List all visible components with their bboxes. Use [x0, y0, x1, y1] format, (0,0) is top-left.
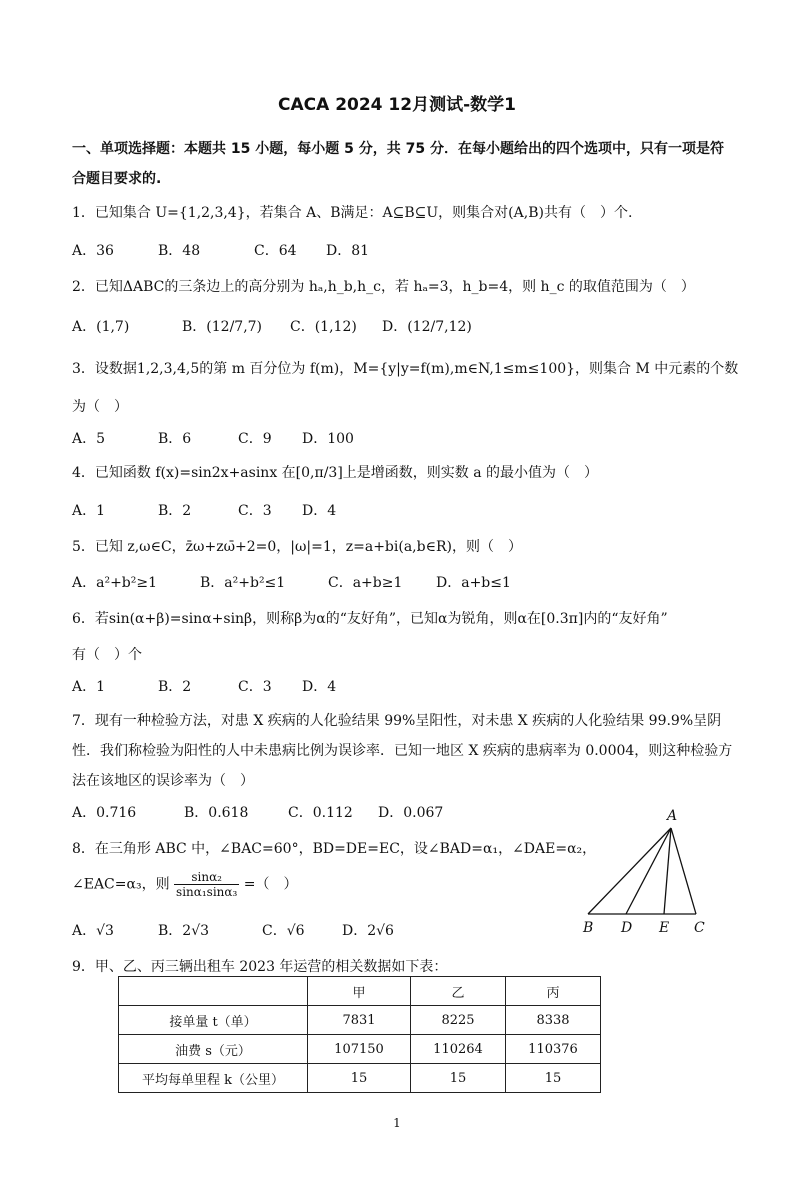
label-a: A — [667, 808, 678, 824]
section-heading-line1: 一、单项选择题：本题共 15 小题，每小题 5 分，共 75 分．在每小题给出的四个选项中，只有一项是符 — [72, 141, 724, 157]
table-cell: 平均每单里程 k（公里） — [119, 1064, 308, 1093]
edge-ad — [626, 828, 671, 914]
edge-ab — [588, 828, 671, 914]
table-row — [119, 1035, 601, 1064]
q7-text-line1: 7．现有一种检验方法，对患 X 疾病的人化验结果 99%呈阳性，对未患 X 疾病的人化验结果 99.9%呈阴 — [72, 713, 722, 729]
q8-options — [72, 920, 394, 940]
table-cell: 接单量 t（单） — [119, 1006, 308, 1035]
q8-text-line1: 8．在三角形 ABC 中，∠BAC=60°，BD=DE=EC，设∠BAD=α₁，∠DAE=α₂， — [72, 841, 597, 857]
q5-options — [72, 572, 511, 592]
q8-text-line2 — [72, 870, 298, 899]
triangle-figure — [578, 806, 718, 938]
q1-option-b: B．48 — [158, 243, 201, 259]
q8-option-b: B．2√3 — [158, 923, 210, 939]
table-header-cell: 甲 — [308, 977, 411, 1006]
q1-option-d: D．81 — [326, 243, 370, 259]
q8-fraction-numerator: sinα₂ — [174, 870, 239, 885]
q2-option-c: C．(1,12) — [290, 319, 357, 335]
table-cell: 15 — [308, 1064, 411, 1093]
q7-option-c: C．0.112 — [288, 805, 353, 821]
table-cell: 110376 — [506, 1035, 601, 1064]
q2-text: 2．已知ΔABC的三条边上的高分别为 hₐ,h_b,h_c，若 hₐ=3，h_b=4，则 h_c 的取值范围为（ ） — [72, 279, 695, 295]
table-cell: 8338 — [506, 1006, 601, 1035]
q1-options — [72, 240, 369, 260]
q3-text-line1: 3．设数据1,2,3,4,5的第 m 百分位为 f(m)，M={y|y=f(m),m∈N,1≤m≤100}，则集合 M 中元素的个数 — [72, 361, 739, 377]
q8-option-c: C．√6 — [262, 923, 305, 939]
q6-text-line1: 6．若sin(α+β)=sinα+sinβ，则称β为α的“友好角”，已知α为锐角，则α在[0.3π]内的“友好角” — [72, 611, 668, 627]
table-cell: 107150 — [308, 1035, 411, 1064]
q6-option-d: D．4 — [302, 679, 337, 695]
table-row — [119, 1064, 601, 1093]
q2-options — [72, 316, 472, 336]
label-e: E — [659, 920, 670, 936]
label-b: B — [583, 920, 594, 936]
q2-option-b: B．(12/7,7) — [182, 319, 263, 335]
q6-option-b: B．2 — [158, 679, 192, 695]
q7-text-line3: 法在该地区的误诊率为（ ） — [72, 773, 254, 789]
q3-option-a: A．5 — [72, 431, 106, 447]
table-cell: 7831 — [308, 1006, 411, 1035]
q4-options — [72, 500, 336, 520]
q6-options — [72, 676, 336, 696]
table-row — [119, 1006, 601, 1035]
taxi-data-table — [118, 976, 601, 1093]
q1-text: 1．已知集合 U={1,2,3,4}，若集合 A、B满足：A⊆B⊆U，则集合对(A,B)共有（ ）个. — [72, 205, 633, 221]
q7-option-b: B．0.618 — [184, 805, 249, 821]
edge-ae — [664, 828, 671, 914]
q6-text-line2: 有（ ）个 — [72, 647, 142, 663]
q2-option-a: A．(1,7) — [72, 319, 130, 335]
table-header-cell: 乙 — [411, 977, 506, 1006]
q4-option-d: D．4 — [302, 503, 337, 519]
q5-option-c: C．a+b≥1 — [328, 575, 403, 591]
q7-option-a: A．0.716 — [72, 805, 137, 821]
q5-option-b: B．a²+b²≤1 — [200, 575, 286, 591]
q3-option-b: B．6 — [158, 431, 192, 447]
q3-text-line2: 为（ ） — [72, 399, 128, 415]
q7-options — [72, 802, 443, 822]
q8-text-line2-start: ∠EAC=α₃，则 — [72, 876, 170, 893]
table-header-row — [119, 977, 601, 1006]
q9-text: 9．甲、乙、丙三辆出租车 2023 年运营的相关数据如下表： — [72, 959, 448, 975]
q8-fraction — [174, 870, 239, 899]
q5-option-a: A．a²+b²≥1 — [72, 575, 158, 591]
label-c: C — [694, 920, 705, 936]
page-title: CACA 2024 12月测试-数学1 — [278, 95, 516, 115]
q8-option-d: D．2√6 — [342, 923, 394, 939]
q3-option-c: C．9 — [238, 431, 272, 447]
table-cell: 15 — [411, 1064, 506, 1093]
table-cell: 15 — [506, 1064, 601, 1093]
label-d: D — [621, 920, 633, 936]
q8-option-a: A．√3 — [72, 923, 114, 939]
q3-option-d: D．100 — [302, 431, 354, 447]
q6-option-c: C．3 — [238, 679, 272, 695]
q4-text: 4．已知函数 f(x)=sin2x+asinx 在[0,π/3]上是增函数，则实数 a 的最小值为（ ） — [72, 465, 599, 481]
q5-text: 5．已知 z,ω∈C，z̄ω+zω̄+2=0，|ω|=1，z=a+bi(a,b∈R)，则（ ） — [72, 539, 522, 555]
q8-fraction-denominator: sinα₁sinα₃ — [176, 885, 238, 899]
q7-text-line2: 性．我们称检验为阳性的人中未患病比例为误诊率．已知一地区 X 疾病的患病率为 0.0004，则这种检验方 — [72, 743, 733, 759]
q5-option-d: D．a+b≤1 — [436, 575, 511, 591]
q8-text-line2-end: =（ ） — [243, 876, 298, 893]
q4-option-b: B．2 — [158, 503, 192, 519]
q1-option-c: C．64 — [254, 243, 297, 259]
q6-option-a: A．1 — [72, 679, 106, 695]
table-cell: 110264 — [411, 1035, 506, 1064]
q4-option-a: A．1 — [72, 503, 106, 519]
q2-option-d: D．(12/7,12) — [382, 319, 472, 335]
q4-option-c: C．3 — [238, 503, 272, 519]
section-heading-line2: 合题目要求的. — [72, 171, 162, 187]
table-cell: 8225 — [411, 1006, 506, 1035]
q1-option-a: A．36 — [72, 243, 114, 259]
edge-ac — [671, 828, 696, 914]
q7-option-d: D．0.067 — [378, 805, 444, 821]
table-header-cell — [119, 977, 308, 1006]
q3-options — [72, 428, 354, 448]
page-number: 1 — [393, 1116, 401, 1130]
table-cell: 油费 s（元） — [119, 1035, 308, 1064]
table-header-cell: 丙 — [506, 977, 601, 1006]
